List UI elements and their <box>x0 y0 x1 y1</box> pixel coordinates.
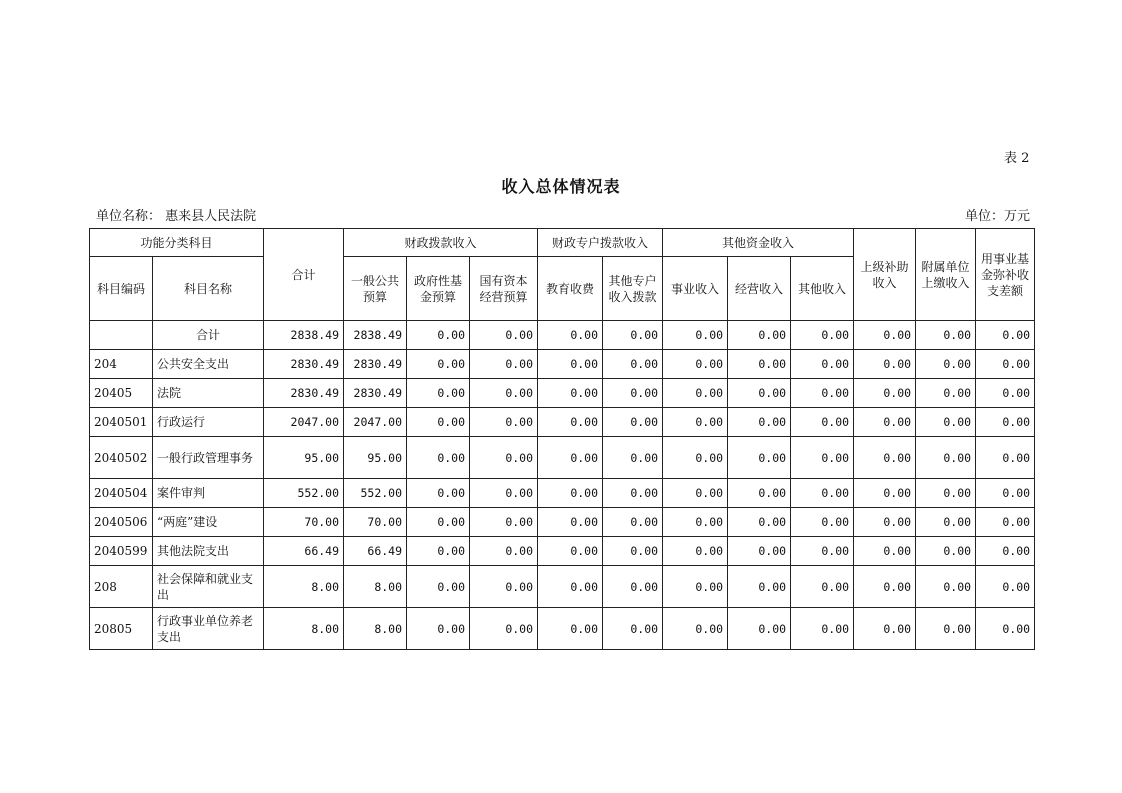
table-row <box>90 479 1035 508</box>
cell-superior: 0.00 <box>854 537 916 566</box>
cell-state-cap: 0.00 <box>470 479 538 508</box>
header-other-special: 其他专户收入拨款 <box>603 257 663 321</box>
cell-name: 一般行政管理事务 <box>153 437 264 479</box>
cell-gov-fund: 0.00 <box>407 379 470 408</box>
header-operating-income: 经营收入 <box>728 257 791 321</box>
cell-state-cap: 0.00 <box>470 350 538 379</box>
cell-gov-fund: 0.00 <box>407 608 470 650</box>
cell-edu: 0.00 <box>538 479 603 508</box>
unit-name-label: 单位名称： 惠来县人民法院 <box>96 209 257 224</box>
cell-superior: 0.00 <box>854 566 916 608</box>
cell-oth: 0.00 <box>791 350 854 379</box>
header-general-budget: 一般公共预算 <box>344 257 407 321</box>
table-row <box>90 350 1035 379</box>
cell-sp-other: 0.00 <box>603 566 663 608</box>
cell-affiliated: 0.00 <box>916 608 976 650</box>
cell-superior: 0.00 <box>854 479 916 508</box>
cell-operating: 0.00 <box>728 479 791 508</box>
header-name: 科目名称 <box>153 257 264 321</box>
cell-code: 2040502 <box>90 437 153 479</box>
cell-operating: 0.00 <box>728 379 791 408</box>
cell-code <box>90 321 153 350</box>
table-row <box>90 379 1035 408</box>
cell-state-cap: 0.00 <box>470 321 538 350</box>
header-education-fees: 教育收费 <box>538 257 603 321</box>
cell-business: 0.00 <box>663 350 728 379</box>
cell-code: 20805 <box>90 608 153 650</box>
cell-gov-fund: 0.00 <box>407 566 470 608</box>
cell-operating: 0.00 <box>728 537 791 566</box>
cell-oth: 0.00 <box>791 408 854 437</box>
cell-oth: 0.00 <box>791 566 854 608</box>
cell-affiliated: 0.00 <box>916 437 976 479</box>
cell-superior: 0.00 <box>854 437 916 479</box>
cell-reserve: 0.00 <box>976 479 1035 508</box>
cell-sp-other: 0.00 <box>603 537 663 566</box>
table-row <box>90 608 1035 650</box>
table-row <box>90 408 1035 437</box>
cell-gov-fund: 0.00 <box>407 479 470 508</box>
cell-name: 行政事业单位养老支出 <box>153 608 264 650</box>
header-gov-fund-budget: 政府性基金预算 <box>407 257 470 321</box>
cell-general: 8.00 <box>344 566 407 608</box>
cell-oth: 0.00 <box>791 321 854 350</box>
cell-reserve: 0.00 <box>976 321 1035 350</box>
cell-sp-other: 0.00 <box>603 508 663 537</box>
cell-total: 8.00 <box>264 608 344 650</box>
cell-total: 2838.49 <box>264 321 344 350</box>
header-business-income: 事业收入 <box>663 257 728 321</box>
cell-total: 2830.49 <box>264 379 344 408</box>
table-row <box>90 508 1035 537</box>
cell-general: 552.00 <box>344 479 407 508</box>
cell-oth: 0.00 <box>791 379 854 408</box>
cell-oth: 0.00 <box>791 437 854 479</box>
cell-total: 95.00 <box>264 437 344 479</box>
cell-state-cap: 0.00 <box>470 408 538 437</box>
cell-superior: 0.00 <box>854 608 916 650</box>
cell-reserve: 0.00 <box>976 350 1035 379</box>
income-summary-table <box>89 228 1035 650</box>
cell-general: 8.00 <box>344 608 407 650</box>
cell-name: 法院 <box>153 379 264 408</box>
header-fiscal-allocation: 财政拨款收入 <box>344 229 538 257</box>
cell-code: 204 <box>90 350 153 379</box>
cell-reserve: 0.00 <box>976 408 1035 437</box>
cell-code: 208 <box>90 566 153 608</box>
cell-code: 2040506 <box>90 508 153 537</box>
cell-operating: 0.00 <box>728 608 791 650</box>
header-total: 合计 <box>264 229 344 321</box>
cell-edu: 0.00 <box>538 508 603 537</box>
cell-operating: 0.00 <box>728 321 791 350</box>
cell-state-cap: 0.00 <box>470 379 538 408</box>
cell-affiliated: 0.00 <box>916 321 976 350</box>
cell-edu: 0.00 <box>538 537 603 566</box>
cell-business: 0.00 <box>663 321 728 350</box>
table-row <box>90 437 1035 479</box>
cell-operating: 0.00 <box>728 408 791 437</box>
cell-edu: 0.00 <box>538 608 603 650</box>
cell-business: 0.00 <box>663 408 728 437</box>
table-number: 表 2 <box>1004 151 1030 166</box>
cell-business: 0.00 <box>663 537 728 566</box>
cell-total: 552.00 <box>264 479 344 508</box>
cell-state-cap: 0.00 <box>470 537 538 566</box>
cell-affiliated: 0.00 <box>916 537 976 566</box>
cell-name: 行政运行 <box>153 408 264 437</box>
cell-total: 70.00 <box>264 508 344 537</box>
cell-general: 2830.49 <box>344 350 407 379</box>
cell-total: 66.49 <box>264 537 344 566</box>
cell-gov-fund: 0.00 <box>407 508 470 537</box>
cell-sp-other: 0.00 <box>603 350 663 379</box>
cell-edu: 0.00 <box>538 437 603 479</box>
cell-affiliated: 0.00 <box>916 408 976 437</box>
cell-gov-fund: 0.00 <box>407 437 470 479</box>
cell-oth: 0.00 <box>791 608 854 650</box>
cell-general: 2838.49 <box>344 321 407 350</box>
cell-business: 0.00 <box>663 437 728 479</box>
cell-affiliated: 0.00 <box>916 508 976 537</box>
cell-code: 2040501 <box>90 408 153 437</box>
header-row-top <box>90 229 1035 257</box>
cell-business: 0.00 <box>663 508 728 537</box>
cell-gov-fund: 0.00 <box>407 408 470 437</box>
cell-operating: 0.00 <box>728 566 791 608</box>
cell-edu: 0.00 <box>538 350 603 379</box>
cell-reserve: 0.00 <box>976 608 1035 650</box>
cell-oth: 0.00 <box>791 508 854 537</box>
cell-affiliated: 0.00 <box>916 566 976 608</box>
table-row <box>90 537 1035 566</box>
header-code: 科目编码 <box>90 257 153 321</box>
cell-total: 8.00 <box>264 566 344 608</box>
cell-business: 0.00 <box>663 479 728 508</box>
cell-state-cap: 0.00 <box>470 608 538 650</box>
header-other-income: 其他收入 <box>791 257 854 321</box>
cell-general: 2830.49 <box>344 379 407 408</box>
cell-total: 2047.00 <box>264 408 344 437</box>
cell-sp-other: 0.00 <box>603 437 663 479</box>
cell-superior: 0.00 <box>854 508 916 537</box>
cell-reserve: 0.00 <box>976 437 1035 479</box>
cell-reserve: 0.00 <box>976 508 1035 537</box>
currency-unit-label: 单位：万元 <box>965 209 1031 224</box>
cell-reserve: 0.00 <box>976 566 1035 608</box>
cell-general: 70.00 <box>344 508 407 537</box>
cell-operating: 0.00 <box>728 437 791 479</box>
cell-gov-fund: 0.00 <box>407 321 470 350</box>
cell-sp-other: 0.00 <box>603 608 663 650</box>
cell-business: 0.00 <box>663 379 728 408</box>
cell-total: 2830.49 <box>264 350 344 379</box>
cell-general: 2047.00 <box>344 408 407 437</box>
table-row <box>90 566 1035 608</box>
cell-edu: 0.00 <box>538 379 603 408</box>
header-func-class: 功能分类科目 <box>90 229 264 257</box>
cell-code: 20405 <box>90 379 153 408</box>
header-affiliated-remittance: 附属单位上缴收入 <box>916 229 976 321</box>
cell-sp-other: 0.00 <box>603 479 663 508</box>
cell-affiliated: 0.00 <box>916 350 976 379</box>
header-superior-subsidy: 上级补助收入 <box>854 229 916 321</box>
cell-name: 其他法院支出 <box>153 537 264 566</box>
header-other-funds: 其他资金收入 <box>663 229 854 257</box>
cell-affiliated: 0.00 <box>916 379 976 408</box>
cell-state-cap: 0.00 <box>470 437 538 479</box>
cell-name: 案件审判 <box>153 479 264 508</box>
cell-state-cap: 0.00 <box>470 566 538 608</box>
cell-superior: 0.00 <box>854 408 916 437</box>
cell-code: 2040504 <box>90 479 153 508</box>
header-special-account: 财政专户拨款收入 <box>538 229 663 257</box>
cell-state-cap: 0.00 <box>470 508 538 537</box>
cell-name: 社会保障和就业支出 <box>153 566 264 608</box>
cell-edu: 0.00 <box>538 566 603 608</box>
cell-gov-fund: 0.00 <box>407 350 470 379</box>
cell-operating: 0.00 <box>728 508 791 537</box>
document-title: 收入总体情况表 <box>501 177 621 196</box>
cell-general: 66.49 <box>344 537 407 566</box>
cell-oth: 0.00 <box>791 479 854 508</box>
cell-edu: 0.00 <box>538 321 603 350</box>
cell-code: 2040599 <box>90 537 153 566</box>
cell-sp-other: 0.00 <box>603 379 663 408</box>
cell-business: 0.00 <box>663 566 728 608</box>
cell-superior: 0.00 <box>854 350 916 379</box>
cell-edu: 0.00 <box>538 408 603 437</box>
cell-reserve: 0.00 <box>976 379 1035 408</box>
table-row <box>90 321 1035 350</box>
cell-name: 公共安全支出 <box>153 350 264 379</box>
cell-affiliated: 0.00 <box>916 479 976 508</box>
cell-reserve: 0.00 <box>976 537 1035 566</box>
cell-business: 0.00 <box>663 608 728 650</box>
cell-superior: 0.00 <box>854 379 916 408</box>
cell-operating: 0.00 <box>728 350 791 379</box>
cell-name: “两庭”建设 <box>153 508 264 537</box>
cell-sp-other: 0.00 <box>603 408 663 437</box>
cell-oth: 0.00 <box>791 537 854 566</box>
cell-sp-other: 0.00 <box>603 321 663 350</box>
header-reserve-fund: 用事业基金弥补收支差额 <box>976 229 1035 321</box>
cell-gov-fund: 0.00 <box>407 537 470 566</box>
cell-name: 合计 <box>153 321 264 350</box>
cell-superior: 0.00 <box>854 321 916 350</box>
cell-general: 95.00 <box>344 437 407 479</box>
header-state-capital-budget: 国有资本经营预算 <box>470 257 538 321</box>
